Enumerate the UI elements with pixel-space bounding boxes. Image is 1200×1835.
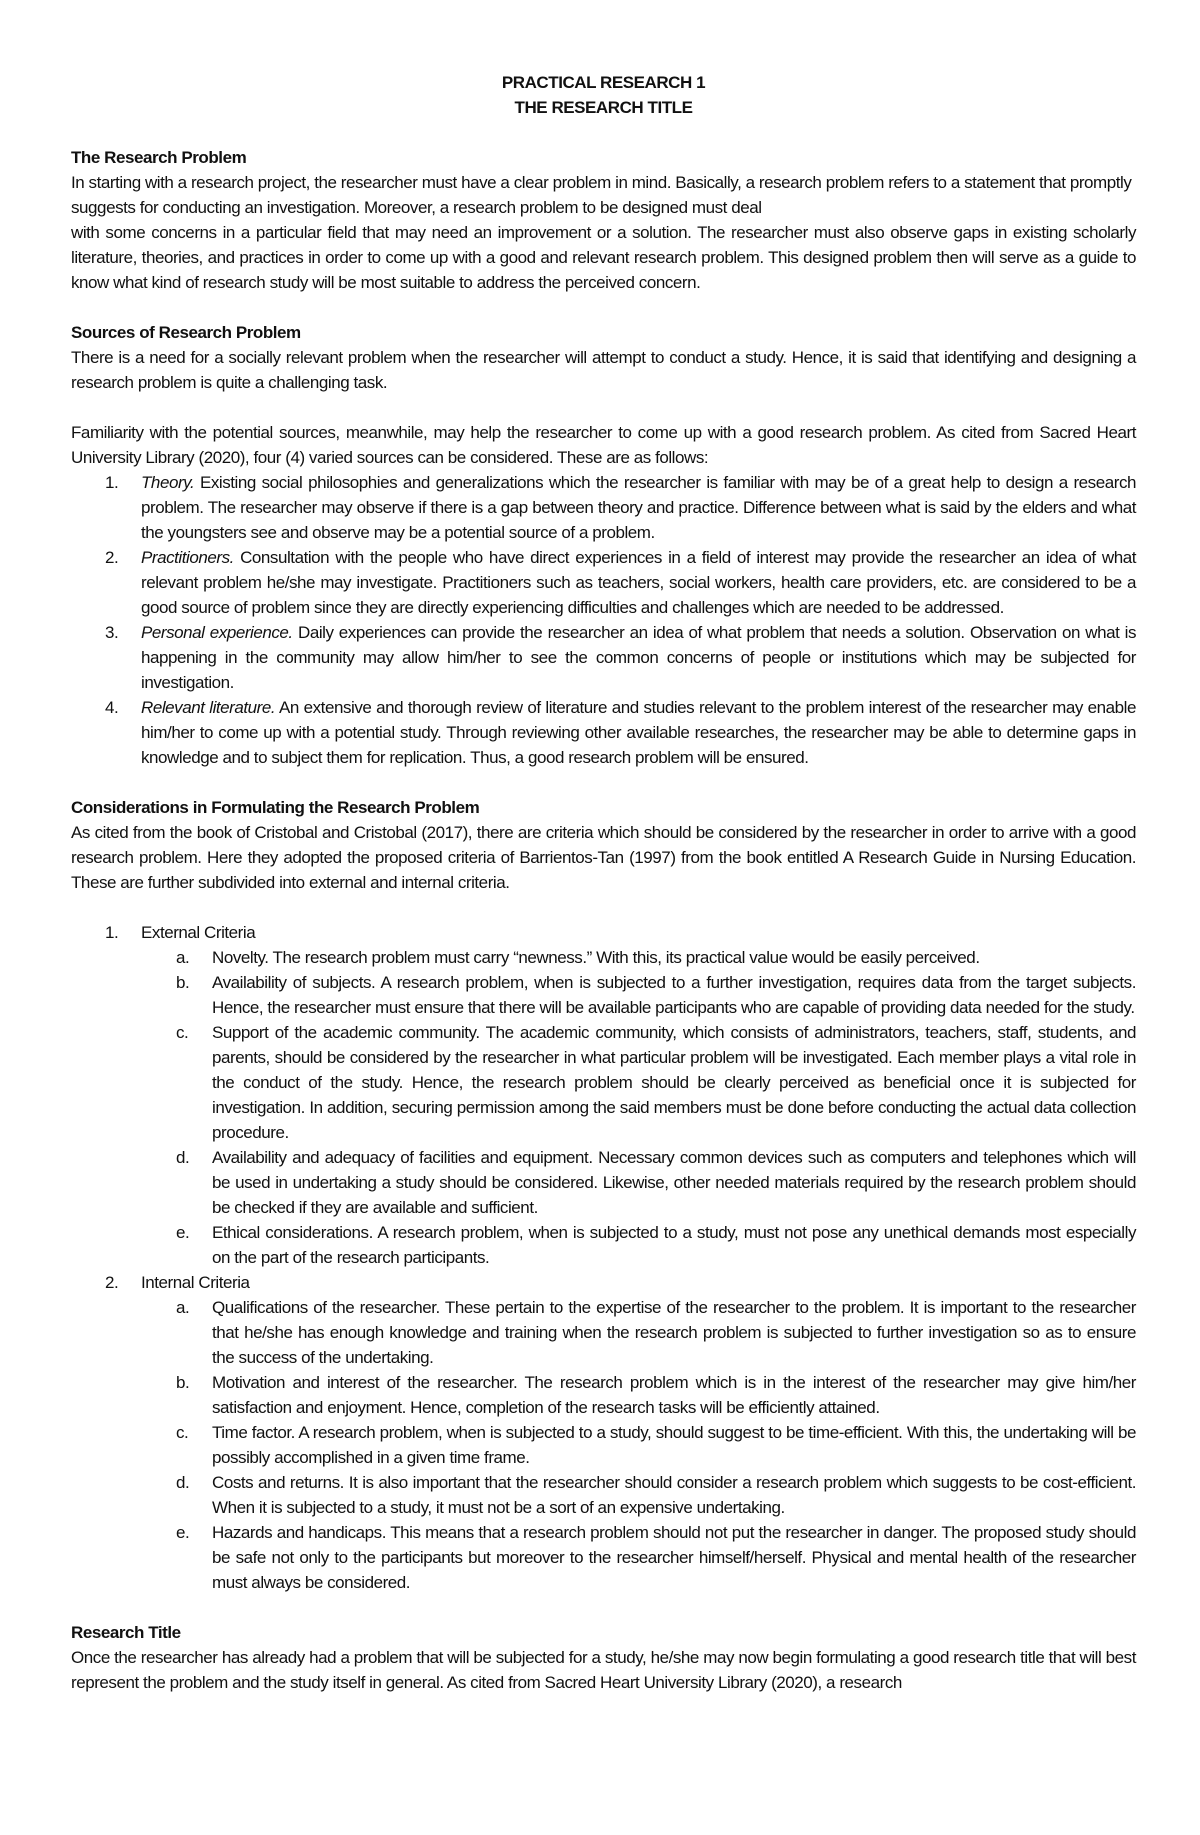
criteria-item-text: Qualifications of the researcher. These pertain to the expertise of the researcher to the problem. It is important to the researcher that he/she has enough knowledge and training when the research problem is subjected to further investigation so as to ensure the success of the undertaking. — [212, 1298, 1136, 1367]
sources-list-item — [71, 470, 1136, 545]
spacer — [71, 395, 1136, 420]
list-item-text: Existing social philosophies and generalizations which the researcher is familiar with may be of a great help to design a research problem. The researcher may observe if there is a gap between theory and practice. Difference between what is said by the elders and what the youngsters see and observe may be a potential source of a problem. — [141, 473, 1136, 542]
list-letter: d. — [176, 1148, 190, 1167]
list-item-text: Daily experiences can provide the researcher an idea of what problem that needs a solution. Observation on what is happening in the community may allow him/her to see the common concerns of people or institutions which may be subjected for investigation. — [141, 623, 1136, 692]
list-letter: a. — [176, 948, 190, 967]
list-letter: a. — [176, 1298, 190, 1317]
spacer — [71, 120, 1136, 145]
section-heading-considerations: Considerations in Formulating the Research Problem — [71, 798, 480, 817]
criteria-list — [71, 920, 1136, 945]
section-heading-research-title: Research Title — [71, 1623, 181, 1642]
criteria-item-text: Time factor. A research problem, when is subjected to a study, should suggest to be time-efficient. With this, the undertaking will be possibly accomplished in a given time frame. — [212, 1423, 1136, 1467]
spacer — [71, 295, 1136, 320]
spacer — [71, 1595, 1136, 1620]
criteria-item-text: Availability and adequacy of facilities and equipment. Necessary common devices such as computers and telephones which will be used in undertaking a study should be considered. Likewise, other needed materials required by the research problem should be checked if they are available and sufficient. — [212, 1148, 1136, 1217]
document-title-line2: THE RESEARCH TITLE — [514, 98, 693, 117]
criteria-group-external — [71, 920, 1136, 945]
sources-paragraph-1: There is a need for a socially relevant problem when the researcher will attempt to conduct a study. Hence, it is said that identifying and designing a research problem is quite a challenging task. — [71, 348, 1136, 392]
criteria-group-label: Internal Criteria — [141, 1273, 250, 1292]
criteria-item-text: Novelty. The research problem must carry “newness.” With this, its practical value would be easily perceived. — [212, 948, 980, 967]
criteria-item — [71, 1370, 1136, 1420]
criteria-group-label: External Criteria — [141, 923, 256, 942]
list-item-text: Consultation with the people who have direct experiences in a field of interest may provide the researcher an idea of what relevant problem he/she may investigate. Practitioners such as teachers, social workers, health care providers, etc. are considered to be a good source of problem since they are directly experiencing difficulties and challenges which are needed to be addressed. — [141, 548, 1136, 617]
criteria-item-text: Costs and returns. It is also important that the researcher should consider a research problem which suggests to be cost-efficient. When it is subjected to a study, it must not be a sort of an expensive undertaking. — [212, 1473, 1136, 1517]
list-number: 2. — [105, 1273, 119, 1292]
criteria-item-text: Motivation and interest of the researcher. The research problem which is in the interest of the researcher may give him/her satisfaction and enjoyment. Hence, completion of the research tasks will be efficiently attained. — [212, 1373, 1136, 1417]
spacer — [71, 895, 1136, 920]
list-letter: b. — [176, 1373, 190, 1392]
list-item-term: Personal experience. — [141, 623, 293, 642]
criteria-item — [71, 1420, 1136, 1470]
list-item-term: Relevant literature. — [141, 698, 276, 717]
sources-list — [71, 470, 1136, 770]
list-letter: b. — [176, 973, 190, 992]
list-number: 4. — [105, 698, 119, 717]
section-heading-sources: Sources of Research Problem — [71, 323, 301, 342]
criteria-item — [71, 1520, 1136, 1595]
research-title-paragraph: Once the researcher has already had a problem that will be subjected for a study, he/she may now begin formulating a good research title that will best represent the problem and the study itself in general. As cited from Sacred Heart University Library (2020), a research — [71, 1648, 1136, 1692]
external-criteria-list — [71, 945, 1136, 1270]
list-number: 1. — [105, 923, 119, 942]
considerations-paragraph: As cited from the book of Cristobal and Cristobal (2017), there are criteria which should be considered by the researcher in order to arrive with a good research problem. Here they adopted the proposed criteria of Barrientos-Tan (1997) from the book entitled A Research Guide in Nursing Education. These are further subdivided into external and internal criteria. — [71, 823, 1136, 892]
sources-list-item — [71, 695, 1136, 770]
criteria-item — [71, 1020, 1136, 1145]
criteria-group-internal — [71, 1270, 1136, 1295]
criteria-item — [71, 970, 1136, 1020]
sources-paragraph-2: Familiarity with the potential sources, meanwhile, may help the researcher to come up with a good research problem. As cited from Sacred Heart University Library (2020), four (4) varied sources can be considered. These are as follows: — [71, 423, 1136, 467]
criteria-item-text: Availability of subjects. A research problem, when is subjected to a further investigation, requires data from the target subjects. Hence, the researcher must ensure that there will be available participants who are capable of providing data needed for the study. — [212, 973, 1136, 1017]
spacer — [71, 770, 1136, 795]
research-problem-paragraph: In starting with a research project, the researcher must have a clear problem in mind. Basically, a research problem refers to a statement that promptly suggests for conducting an investigation. Moreover, a research problem to be designed must deal — [71, 173, 1132, 217]
list-number: 3. — [105, 623, 119, 642]
criteria-item-text: Support of the academic community. The academic community, which consists of administrators, teachers, staff, students, and parents, should be considered by the researcher in what particular problem will be investigated. Each member plays a vital role in the conduct of the study. Hence, the research problem should be clearly perceived as beneficial once it is subjected for investigation. In addition, securing permission among the said members must be done before conducting the actual data collection procedure. — [212, 1023, 1136, 1142]
criteria-item-text: Hazards and handicaps. This means that a research problem should not put the researcher in danger. The proposed study should be safe not only to the participants but moreover to the researcher himself/herself. Physical and mental health of the researcher must always be considered. — [212, 1523, 1136, 1592]
list-number: 2. — [105, 548, 119, 567]
criteria-list — [71, 1270, 1136, 1295]
criteria-item — [71, 945, 1136, 970]
criteria-item-text: Ethical considerations. A research problem, when is subjected to a study, must not pose any unethical demands most especially on the part of the research participants. — [212, 1223, 1136, 1267]
list-letter: d. — [176, 1473, 190, 1492]
list-item-term: Theory. — [141, 473, 195, 492]
list-letter: e. — [176, 1523, 190, 1542]
document-title-line1: PRACTICAL RESEARCH 1 — [501, 73, 706, 92]
list-letter: e. — [176, 1223, 190, 1242]
section-heading-research-problem: The Research Problem — [71, 148, 247, 167]
criteria-item — [71, 1220, 1136, 1270]
list-number: 1. — [105, 473, 119, 492]
criteria-item — [71, 1470, 1136, 1520]
internal-criteria-list — [71, 1295, 1136, 1595]
criteria-item — [71, 1295, 1136, 1370]
list-letter: c. — [176, 1023, 189, 1042]
criteria-item — [71, 1145, 1136, 1220]
list-letter: c. — [176, 1423, 189, 1442]
sources-list-item — [71, 620, 1136, 695]
sources-list-item — [71, 545, 1136, 620]
list-item-term: Practitioners. — [141, 548, 234, 567]
list-item-text: An extensive and thorough review of literature and studies relevant to the problem interest of the researcher may enable him/her to come up with a potential study. Through reviewing other available researches, the researcher may be able to determine gaps in knowledge and to subject them for replication. Thus, a good research problem will be ensured. — [141, 698, 1137, 767]
research-problem-paragraph-cont: with some concerns in a particular field that may need an improvement or a solution. The researcher must also observe gaps in existing scholarly literature, theories, and practices in order to come up with a good and relevant research problem. This designed problem then will serve as a guide to know what kind of research study will be most suitable to address the perceived concern. — [71, 223, 1136, 292]
